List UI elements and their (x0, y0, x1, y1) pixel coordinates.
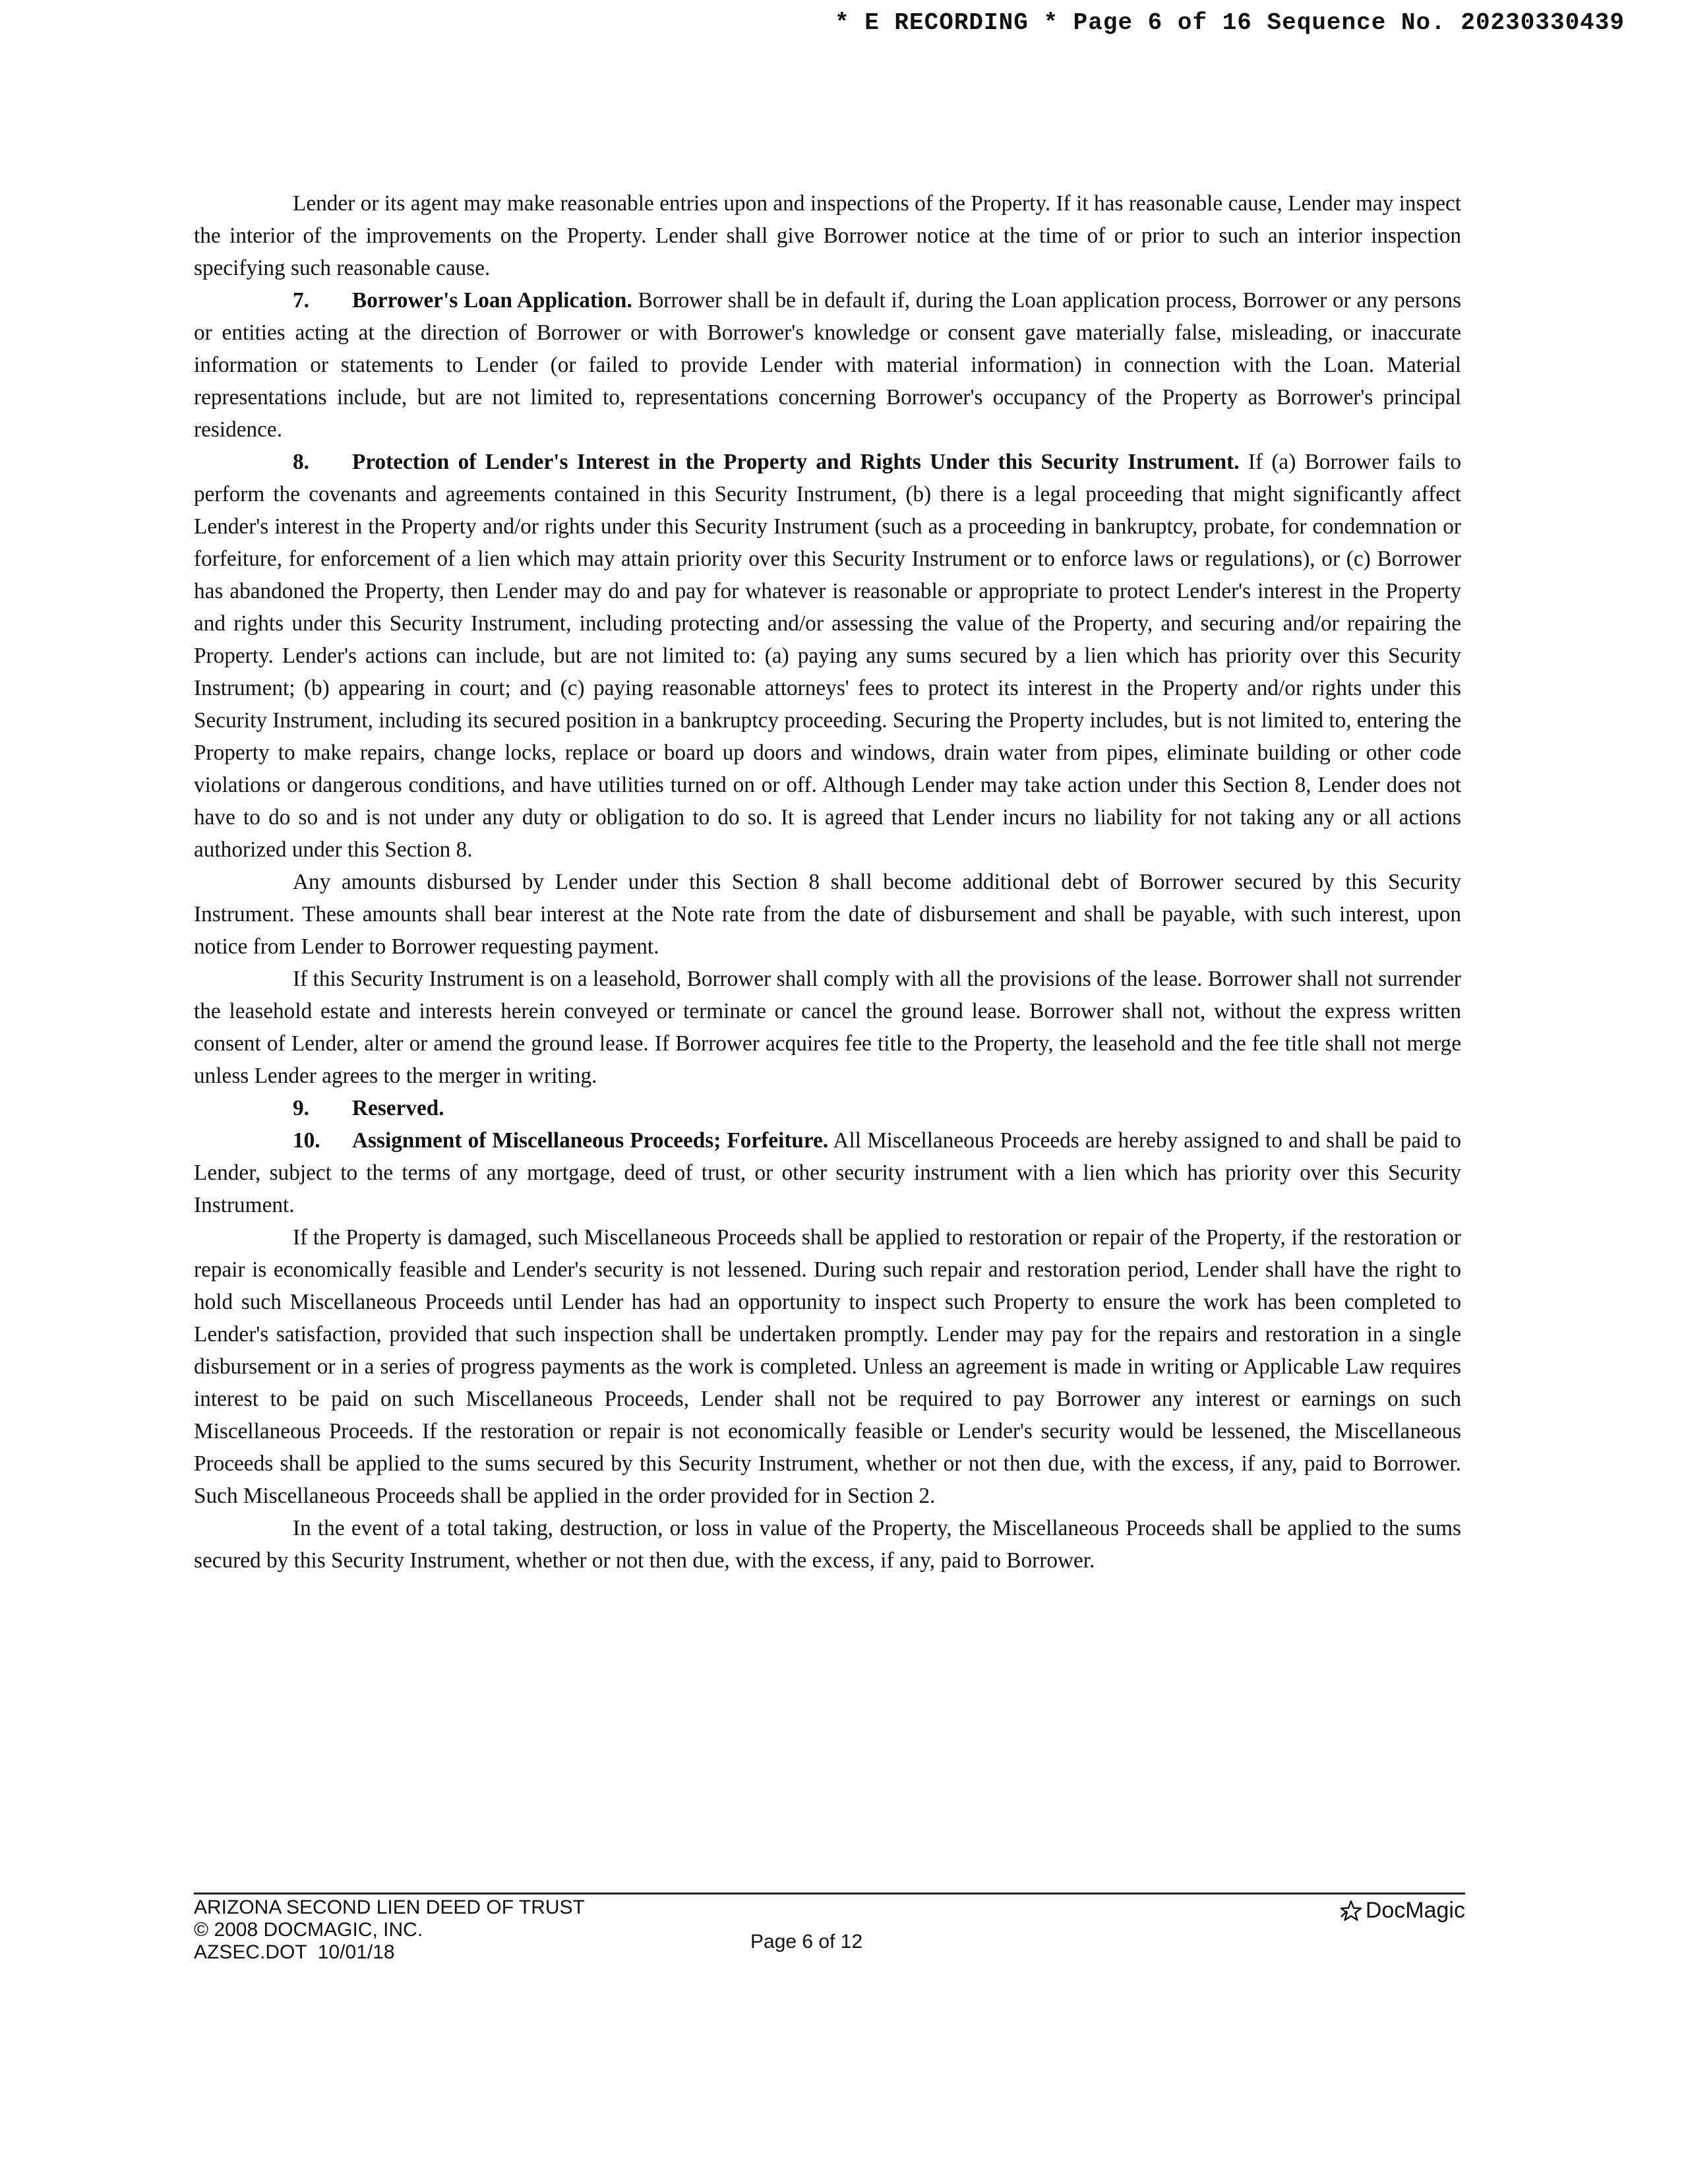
section-10-text: All Miscellaneous Proceeds are hereby assigned to and shall be paid to Lender, subject to the terms of any mortgage, deed of trust, or other security instrument with a lien which has priority over this Security Instrument. (194, 1128, 1461, 1217)
footer-divider (194, 1893, 1465, 1895)
document-body (194, 187, 1461, 1577)
section-9 (194, 1092, 1461, 1124)
section-7 (194, 284, 1461, 446)
footer-form-info (194, 1896, 585, 1964)
section-10-number: 10. (293, 1128, 320, 1153)
section-8-paragraph-2: Any amounts disbursed by Lender under this Section 8 shall become additional debt of Borrower secured by this Security Instrument. These amounts shall bear interest at the Note rate from the date of disbursement and shall be payable, with such interest, upon notice from Lender to Borrower requesting payment. (194, 870, 1461, 959)
section-8-heading: Protection of Lender's Interest in the Property and Rights Under this Security Instrument. (352, 450, 1240, 474)
section-8-text: If (a) Borrower fails to perform the covenants and agreements contained in this Security Instrument, (b) there is a legal proceeding that might significantly affect Lender's interest in the Property and/or rights under this Security Instrument (such as a proceeding in bankruptcy, probate, for condemnation or forfeiture, for enforcement of a lien which may attain priority over this Security Instrument or to enforce laws or regulations), or (c) Borrower has abandoned the Property, then Lender may do and pay for whatever is reasonable or appropriate to protect Lender's interest in the Property and rights under this Security Instrument, including protecting and/or assessing the value of the Property, and securing and/or repairing the Property. Lender's actions can include, but are not limited to: (a) paying any sums secured by a lien which has priority over this Security Instrument; (b) appearing in court; and (c) paying reasonable attorneys' fees to protect its interest in the Property and/or rights under this Security Instrument, including its secured position in a bankruptcy proceeding. Securing the Property includes, but is not limited to, entering the Property to make repairs, change locks, replace or board up doors and windows, drain water from pipes, eliminate building or other code violations or dangerous conditions, and have utilities turned on or off. Although Lender may take action under this Section 8, Lender does not have to do so and is not under any duty or obligation to do so. It is agreed that Lender incurs no liability for not taking any or all actions authorized under this Section 8. (194, 450, 1461, 862)
footer-brand (1339, 1898, 1465, 1924)
brand-name: DocMagic (1365, 1898, 1465, 1923)
section-7-number: 7. (293, 288, 309, 313)
section-10-paragraph-2: If the Property is damaged, such Miscellaneous Proceeds shall be applied to restoration or repair of the Property, if the restoration or repair is economically feasible and Lender's security is not lessened. During such repair and restoration period, Lender shall have the right to hold such Miscellaneous Proceeds until Lender has had an opportunity to inspect such Property to ensure the work has been completed to Lender's satisfaction, provided that such inspection shall be undertaken promptly. Lender may pay for the repairs and restoration in a single disbursement or in a series of progress payments as the work is completed. Unless an agreement is made in writing or Applicable Law requires interest to be paid on such Miscellaneous Proceeds, Lender shall not be required to pay Borrower any interest or earnings on such Miscellaneous Proceeds. If the restoration or repair is not economically feasible or Lender's security would be lessened, the Miscellaneous Proceeds shall be applied to the sums secured by this Security Instrument, whether or not then due, with the excess, if any, paid to Borrower. Such Miscellaneous Proceeds shall be applied in the order provided for in Section 2. (194, 1225, 1461, 1508)
section-8-number: 8. (293, 450, 309, 474)
intro-paragraph: Lender or its agent may make reasonable entries upon and inspections of the Property. If it has reasonable cause, Lender may inspect the interior of the improvements on the Property. Lender shall give Borrower notice at the time of or prior to such an interior inspection specifying such reasonable cause. (194, 191, 1461, 280)
footer-copyright: © 2008 DOCMAGIC, INC. (194, 1919, 423, 1941)
footer-page-number: Page 6 of 12 (750, 1931, 863, 1953)
footer-form-title: ARIZONA SECOND LIEN DEED OF TRUST (194, 1896, 585, 1918)
section-10-heading: Assignment of Miscellaneous Proceeds; Forfeiture. (352, 1128, 829, 1153)
section-8-paragraph-3: If this Security Instrument is on a leasehold, Borrower shall comply with all the provisions of the lease. Borrower shall not surrender the leasehold estate and interests herein conveyed or terminate or cancel the ground lease. Borrower shall not, without the express written consent of Lender, alter or amend the ground lease. If Borrower acquires fee title to the Property, the leasehold and the fee title shall not merge unless Lender agrees to the merger in writing. (194, 967, 1461, 1088)
section-10 (194, 1124, 1461, 1221)
section-9-number: 9. (293, 1096, 309, 1120)
recording-header: * E RECORDING * Page 6 of 16 Sequence No. 20230330439 (835, 9, 1625, 36)
section-7-heading: Borrower's Loan Application. (352, 288, 632, 313)
star-icon (1339, 1899, 1363, 1923)
footer-form-code: AZSEC.DOT 10/01/18 (194, 1941, 395, 1963)
section-10-paragraph-3: In the event of a total taking, destruction, or loss in value of the Property, the Miscellaneous Proceeds shall be applied to the sums secured by this Security Instrument, whether or not then due, with the excess, if any, paid to Borrower. (194, 1516, 1461, 1573)
section-8 (194, 446, 1461, 866)
section-9-heading: Reserved. (352, 1096, 444, 1120)
section-7-text: Borrower shall be in default if, during the Loan application process, Borrower or any persons or entities acting at the direction of Borrower or with Borrower's knowledge or consent gave materially false, misleading, or inaccurate information or statements to Lender (or failed to provide Lender with material information) in connection with the Loan. Material representations include, but are not limited to, representations concerning Borrower's occupancy of the Property as Borrower's principal residence. (194, 288, 1462, 442)
